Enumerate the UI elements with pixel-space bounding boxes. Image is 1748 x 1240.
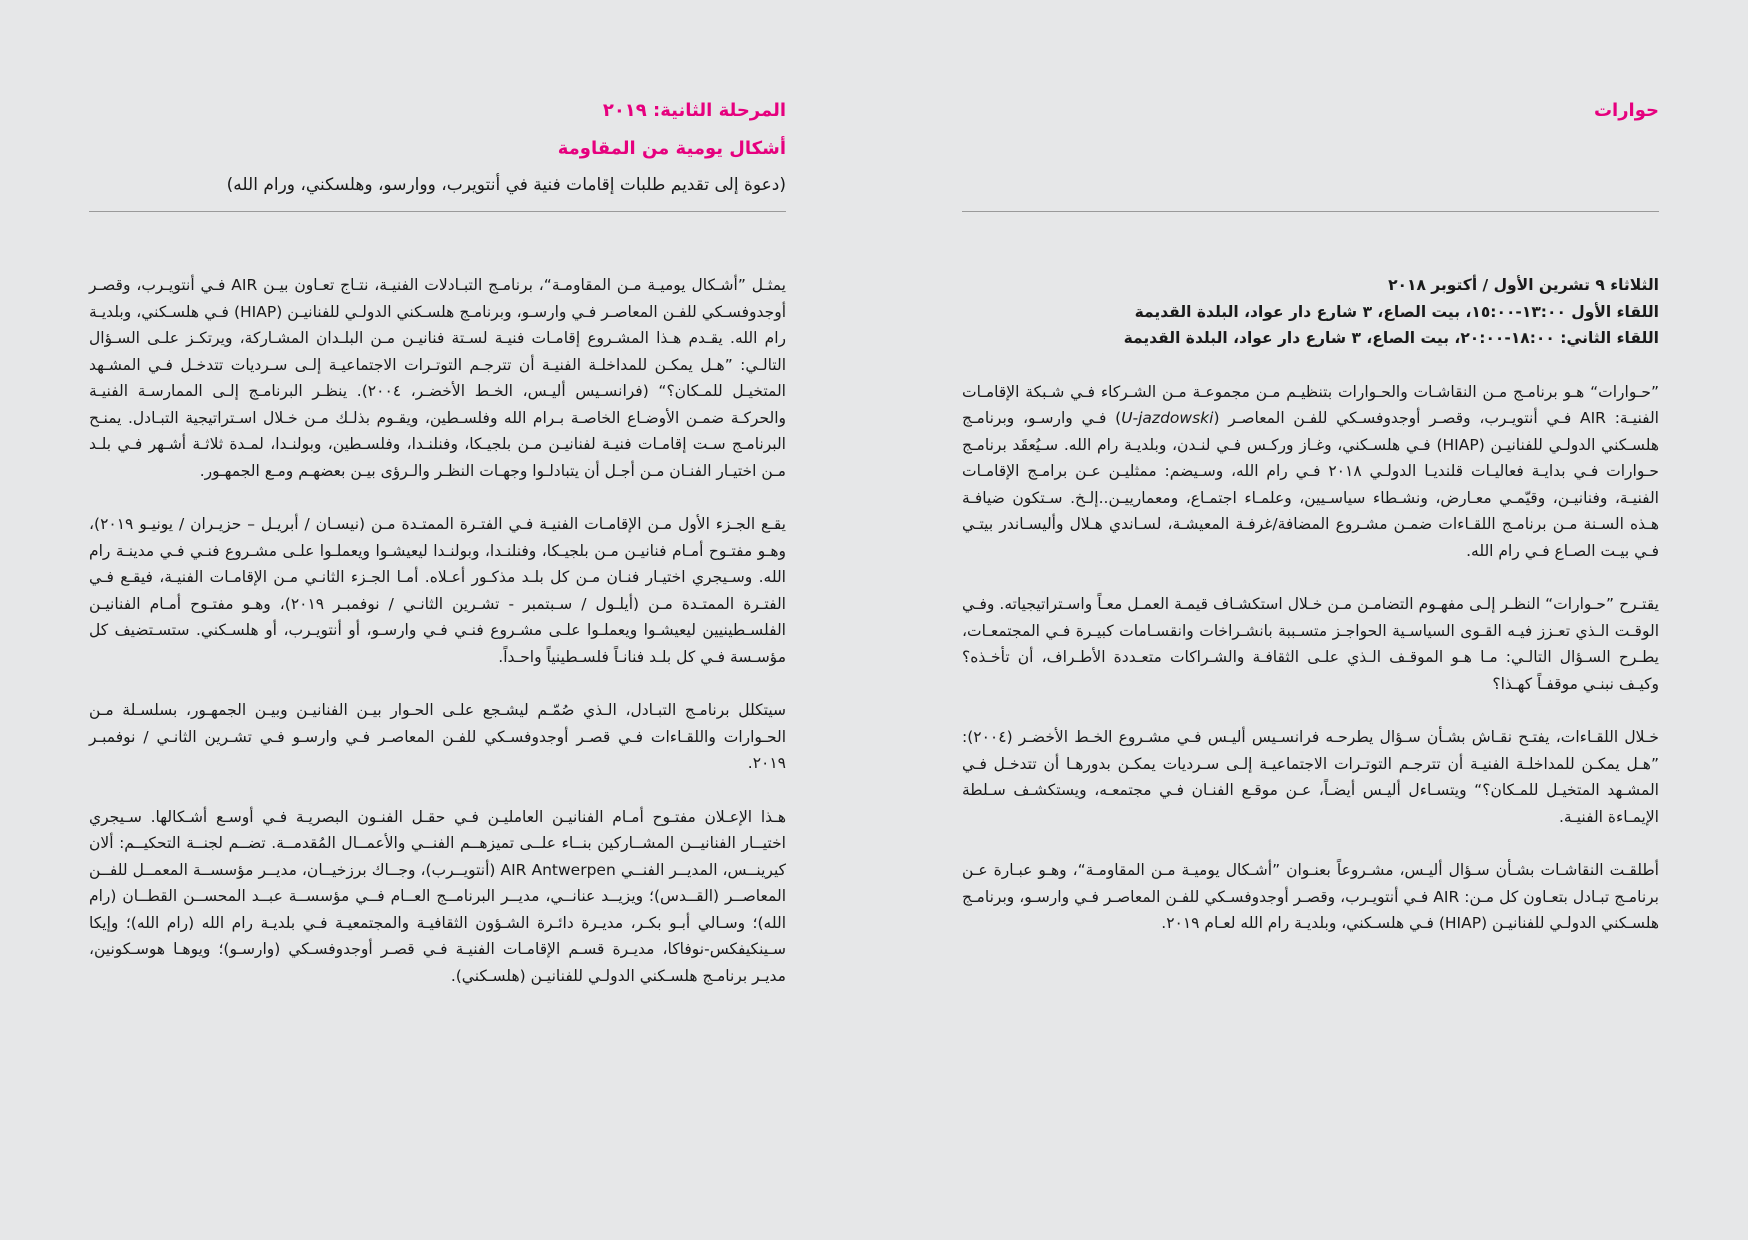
paragraph: سيتكلل برنامـج التبـادل، الـذي صُمّـم ليشـجع علـى الحـوار بيـن الفنانيـن وبيـن الجمهـور، بسلسـلة مـن الحـوارات واللقـاءات فـي قصـر أوجدوفسـكي للفـن المعاصـر فـي وارسـو فـي تشـرين الثانـي / نوفمبـر ٢٠١٩. (89, 701, 786, 772)
right-body (962, 272, 1659, 937)
left-body (89, 272, 786, 989)
paragraph (962, 379, 1659, 565)
paragraph: يمثـل ”أشـكال يوميـة مـن المقاومـة“، برنامـج التبـادلات الفنيـة، نتـاج تعـاون بيـن AIR فـي أنتويـرب، وقصـر أوجدوفسـكي للفـن المعاصـر فـي وارسـو، وبرنامـج هلسـكني الدولـي للفنانيـن (HIAP) فـي هلسـكني، وبلديـة رام الله. يقـدم هـذا المشـروع إقامـات فنيـة لسـتة فنانيـن مـن البلـدان المشـاركة، ويرتكـز علـى السـؤال التالـي: ”هـل يمكـن للمداخلـة الفنيـة أن تترجـم التوتـرات الاجتماعيـة إلـى سـرديات تتدخـل فـي المشـهد المتخيـل للمـكان؟“ (فرانسـيس أليـس، الخـط الأخضـر، ٢٠٠٤). ينظـر البرنامـج إلـى الممارسـة الفنيـة والحركـة ضمـن الأوضـاع الخاصـة بـرام الله وفلسـطين، ويقـوم بذلـك مـن خـلال اسـتراتيجية التبـادل. يمنـح البرنامـج سـت إقامـات فنيـة لفنانيـن مـن بلجيـكا، وفنلنـدا، وفلسـطين، وبولنـدا، لمـدة ثلاثـة أشـهر فـي بلـد مـن اختيـار الفنـان مـن أجـل أن يتبادلـوا وجهـات النظـر والـرؤى بيـن بعضهـم ومـع الجمهـور. (89, 276, 786, 480)
header-divider (89, 211, 786, 212)
right-column (962, 96, 1659, 937)
paragraph: يقـع الجـزء الأول مـن الإقامـات الفنيـة فـي الفتـرة الممتـدة مـن (نيسـان / أبريـل – حزيـران / يونيـو ٢٠١٩)، وهـو مفتـوح أمـام فنانيـن مـن بلجيـكا، وفنلنـدا، وبولنـدا ليعيشـوا ويعملـوا علـى مشـروع فنـي فـي مدينـة رام الله. وسـيجري اختيـار فنـان مـن كل بلـد مذكـور أعـلاه. أمـا الجـزء الثانـي مـن الإقامـات الفنيـة، فيقـع فـي الفتـرة الممتـدة مـن (أيلـول / سـبتمبر - تشـرين الثانـي / نوفمبـر ٢٠١٩)، وهـو مفتـوح أمـام الفنانيـن الفلسـطينيين ليعيشـوا ويعملـوا علـى مشـروع فنـي فـي وارسـو، أو أنتويـرب، أو هلسـكني. ستسـتضيف كل مؤسـسة فـي كل بلـد فنانـاً فلسـطينياً واحـداً. (89, 515, 786, 666)
call-note: (دعوة إلى تقديم طلبات إقامات فنية في أنتويرب، ووارسو، وهلسكني، ورام الله) (226, 175, 786, 195)
paragraph-text: ) فـي وارسـو، وبرنامـج هلسـكني الدولـي للفنانيـن (HIAP) فـي هلسـكني، وغـاز وركـس فـي لنـدن، وبلديـة رام الله. سـيُعقَد برنامـج حـوارات فـي بدايـة فعاليـات قلنديـا الدولـي ٢٠١٨ فـي رام الله، وسـيضم: ممثليـن عـن برامـج الإقامـات الفنيـة، وفنانيـن، وقيّمـي معـارض، ونشـطاء سياسـيين، وعلمـاء اجتمـاع، ومعمارييـن..إلـخ. سـتكون ضيافـة هـذه السـنة مـن برنامـج اللقـاءات ضمـن مشـروع المضافة/غرفـة المعيشـة، لسـاندي هـلال وأليسـاندر بيتـي فـي بيـت الصـاع فـي رام الله. (962, 409, 1660, 560)
phase-title: المرحلة الثانية: ٢٠١٩ (602, 100, 786, 121)
event-session-1: اللقاء الأول ١٣:٠٠-١٥:٠٠، بيت الصاع، ٣ شارع دار عواد، البلدة القديمة (1134, 302, 1659, 321)
paragraph: خـلال اللقـاءات، يفتـح نقـاش بشـأن سـؤال يطرحـه فرانسـيس أليـس فـي مشـروع الخـط الأخضـر (٢٠٠٤): ”هـل يمكـن للمداخلـة الفنيـة أن تترجـم التوتـرات الاجتماعيـة إلـى سـرديات يمكـن بدورهـا أن تتدخـل فـي المشـهد المتخيـل للمـكان؟“ ويتسـاءل أليـس أيضـاً، عـن موقـع الفنـان فـي مجتمعـه، ويستكشـف سـلطة الإيمـاءة الفنيـة. (962, 728, 1659, 826)
institution-name: U-jazdowski (1121, 409, 1214, 427)
paragraph: هـذا الإعـلان مفتـوح أمـام الفنانيـن العامليـن فـي حقـل الفنـون البصريـة فـي أوسـع أشـكالها. سـيجري اختيــار الفنانيــن المشــاركين بنــاء علــى تميزهــم الفنــي والأعمــال المُقدمــة. تضــم لجنــة التحكيــم: ألان كيرينــس، المديــر الفنــي AIR Antwerpen (أنتويــرب)، وجــاك برزخيــان، مديــر مؤسســة المعمــل للفــن المعاصــر (القــدس)؛ ويزيــد عنانــي، مديــر البرنامــج العــام فــي مؤسســة عبــد المحســن القطــان (رام الله)؛ وسـالي أبـو بكـر، مديـرة دائـرة الشـؤون الثقافيـة والمجتمعيـة فـي بلديـة رام الله (رام الله)؛ وإيكا سـينكيفكس-نوفاكا، مديـرة قسـم الإقامـات الفنيـة فـي قصـر أوجدوفسـكي (وارسـو)؛ ويوهـا هوسـكونين، مديـر برنامـج هلسـكني الدولـي للفنانيـن (هلسـكني). (89, 807, 787, 985)
right-header (962, 96, 1659, 212)
left-column (89, 96, 786, 989)
phase-subtitle: أشكال يومية من المقاومة (557, 138, 786, 159)
left-header (89, 96, 786, 212)
event-date: الثلاثاء ٩ تشرين الأول / أكتوبر ٢٠١٨ (1388, 276, 1659, 294)
event-meta (962, 272, 1659, 352)
paragraph: أطلقـت النقاشـات بشـأن سـؤال أليـس، مشـروعاً بعنـوان ”أشـكال يوميـة مـن المقاومـة“، وهـو عبـارة عـن برنامـج تبـادل بتعـاون كل مـن: AIR فـي أنتويـرب، وقصـر أوجدوفسـكي للفـن المعاصـر فـي وارسـو، وبرنامـج هلسـكني الدولـي للفنانيـن (HIAP) فـي هلسـكني، وبلديـة رام الله لعـام ٢٠١٩. (962, 861, 1659, 932)
event-session-2: اللقاء الثاني: ١٨:٠٠-٢٠:٠٠، بيت الصاع، ٣ شارع دار عواد، البلدة القديمة (1123, 329, 1659, 347)
section-title: حوارات (1593, 100, 1659, 121)
header-divider (962, 211, 1659, 212)
paragraph-text: ”حـوارات“ هـو برنامـج مـن النقاشـات والحـوارات بتنظيـم مـن مجموعـة مـن الشـركاء فـي شـبكة الإقامـات الفنيـة: AIR فـي أنتويـرب، وقصـر أوجدوفسـكي للفـن المعاصـر ( (962, 382, 1659, 427)
paragraph: يقتـرح ”حـوارات“ النظـر إلـى مفهـوم التضامـن مـن خـلال استكشـاف قيمـة العمـل معـاً واسـتراتيجياته. وفـي الوقـت الـذي تعـزز فيـه القـوى السياسـية الحواجـز متسـببة بانشـراخات وانقسـامات كبيـرة فـي المجتمعـات، يطـرح السـؤال التالـي: مـا هـو الموقـف الـذي علـى الثقافـة والشـراكات متعـددة الأطـراف، أن تأخـذه؟ وكيـف نبنـي موقفـاً كهـذا؟ (962, 595, 1659, 693)
